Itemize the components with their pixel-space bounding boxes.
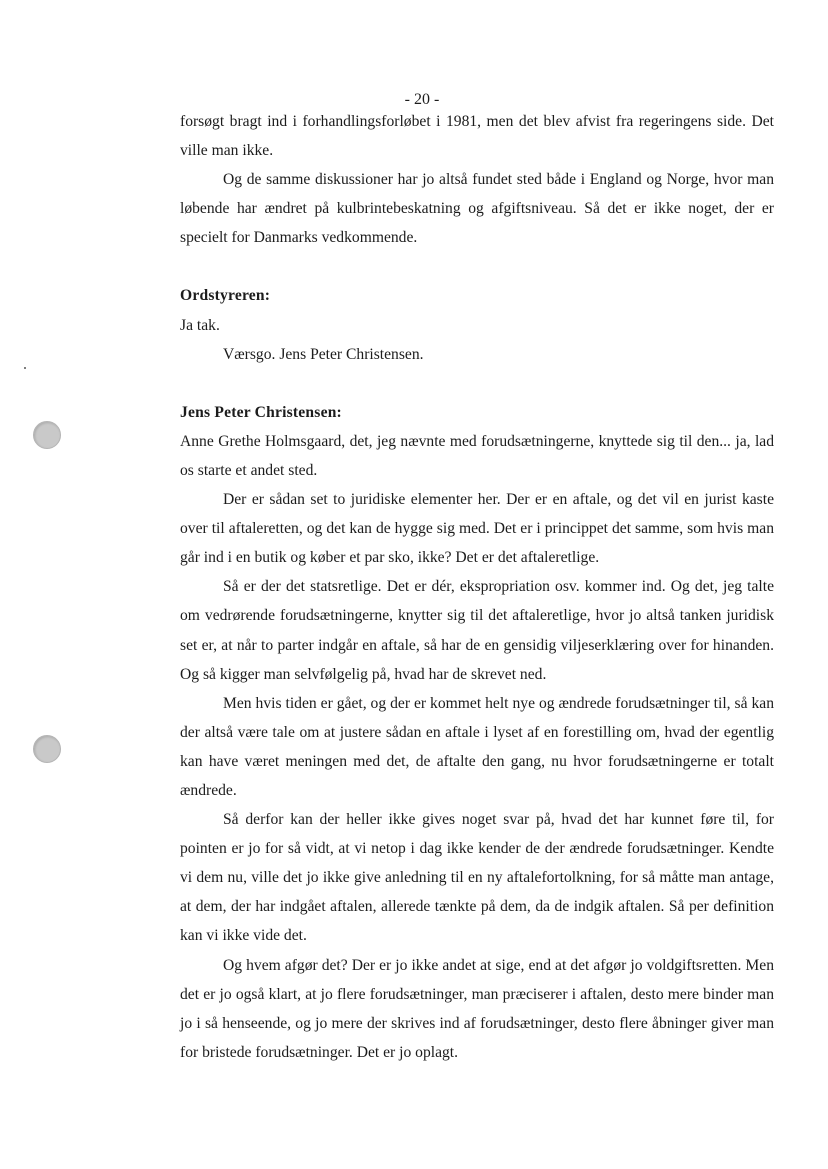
page-number: - 20 -: [404, 91, 440, 108]
paragraph-4: Værsgo. Jens Peter Christensen.: [223, 345, 424, 363]
spacer: [180, 369, 774, 398]
scan-speck: [24, 367, 26, 369]
paragraph-5: Anne Grethe Holmsgaard, det, jeg nævnte med forudsætningerne, knyttede sig til den... ja, lad os starte et andet sted.: [180, 432, 774, 479]
punch-hole-icon: [33, 421, 61, 449]
paragraph-6: Der er sådan set to juridiske elementer her. Der er en aftale, og det vil en jurist kaste over til aftaleretten, og det kan de hygge sig med. Det er i princippet det samme, som hvis man går ind i en butik og køber et par sko, ikke? Det er det aftaleretlige.: [180, 491, 774, 567]
paragraph-1: forsøgt bragt ind i forhandlingsforløbet i 1981, men det blev afvist fra regeringens side. Det ville man ikke.: [180, 113, 774, 160]
transcript-body: [180, 107, 774, 1067]
speaker-heading-ordstyreren: Ordstyreren:: [180, 287, 271, 305]
paragraph-3: Ja tak.: [180, 316, 220, 334]
paragraph-10: Og hvem afgør det? Der er jo ikke andet at sige, end at det afgør jo voldgiftsretten. Men det er jo også klart, at jo flere forudsætninger, man præciserer i aftalen, desto mere binder man jo i så henseende, og jo mere der skrives ind af forudsætninger, desto flere åbninger giver man for bristede forudsætninger. Det er jo oplagt.: [180, 956, 774, 1061]
paragraph-7: Så er der det statsretlige. Det er dér, ekspropriation osv. kommer ind. Og det, jeg talte om vedrørende forudsætningerne, knytter sig til det aftaleretlige, hvor jo altså tanken juridisk set er, at når to parter indgår en aftale, så har de en gensidig viljeserklæring over for hinanden. Og så kigger man selvfølgelig på, hvad har de skrevet ned.: [180, 578, 774, 683]
paragraph-9: Så derfor kan der heller ikke gives noget svar på, hvad det har kunnet føre til, for pointen er jo for så vidt, at vi netop i dag ikke kender de der ændrede forudsætninger. Kendte vi dem nu, ville det jo ikke give anledning til en ny aftalefortolkning, for så måtte man antage, at dem, der har indgået aftalen, allerede tænkte på dem, da de indgik aftalen. Så per definition kan vi ikke vide det.: [180, 811, 774, 945]
speaker-heading-jens-peter-christensen: Jens Peter Christensen:: [180, 403, 342, 421]
punch-hole-icon: [33, 735, 61, 763]
spacer: [180, 252, 774, 281]
paragraph-8: Men hvis tiden er gået, og der er kommet helt nye og ændrede forudsætninger til, så kan der altså være tale om at justere sådan en aftale i lyset af en forestilling om, hvad der egentlig kan have været meningen med det, de aftalte den gang, nu hvor forudsætningerne er totalt ændrede.: [180, 694, 774, 799]
paragraph-2: Og de samme diskussioner har jo altså fundet sted både i England og Norge, hvor man løbende har ændret på kulbrintebeskatning og afgiftsniveau. Så det er ikke noget, der er specielt for Danmarks vedkommende.: [180, 171, 774, 247]
